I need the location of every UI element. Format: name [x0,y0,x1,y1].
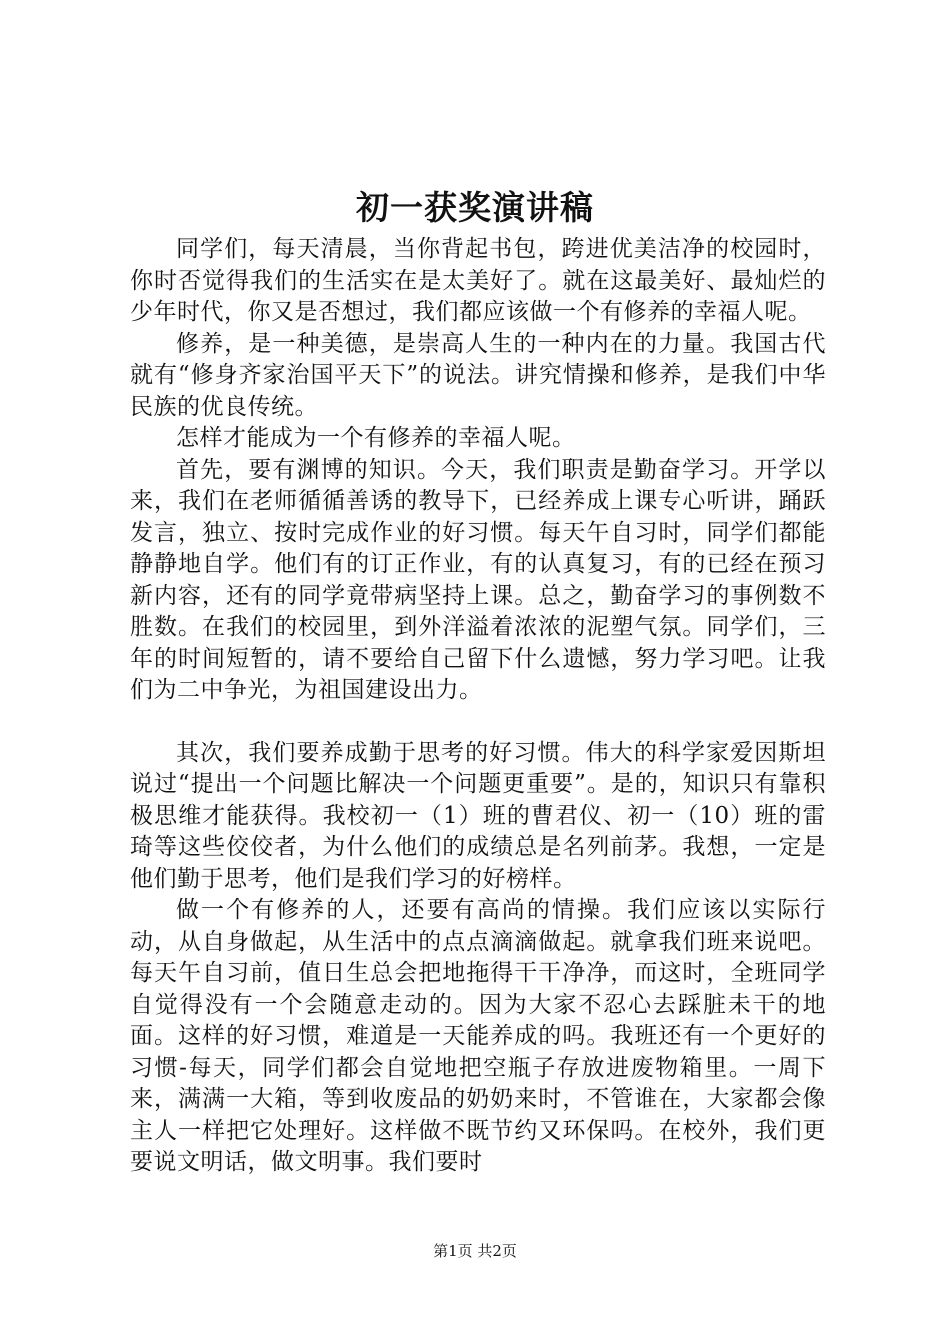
document-title: 初一获奖演讲稿 [356,188,594,227]
paragraph: 修养，是一种美德，是崇高人生的一种内在的力量。我国古代就有“修身齐家治国平天下”的说法。讲究情操和修养，是我们中华民族的优良传统。 [130,330,826,420]
paragraph: 同学们，每天清晨，当你背起书包，跨进优美洁净的校园时，你时否觉得我们的生活实在是太美好了。就在这最美好、最灿烂的少年时代，你又是否想过，我们都应该做一个有修养的幸福人呢。 [130,236,826,325]
paragraph: 怎样才能成为一个有修养的幸福人呢。 [176,425,576,451]
paragraph: 首先，要有渊博的知识。今天，我们职责是勤奋学习。开学以来，我们在老师循循善诱的教导下，已经养成上课专心听讲，踊跃发言，独立、按时完成作业的好习惯。每天午自习时，同学们都能静静地自学。他们有的订正作业，有的认真复习，有的已经在预习新内容，还有的同学竟带病坚持上课。总之，勤奋学习的事例数不胜数。在我们的校园里，到外洋溢着浓浓的泥塑气氛。同学们，三年的时间短暂的，请不要给自己留下什么遗憾，努力学习吧。让我们为二中争光，为祖国建设出力。 [130,456,826,703]
paragraph: 其次，我们要养成勤于思考的好习惯。伟大的科学家爱因斯坦说过“提出一个问题比解决一个问题更重要”。是的，知识只有靠积极思维才能获得。我校初一（1）班的曹君仪、初一（10）班的雷琦等这些佼佼者，为什么他们的成绩总是名列前茅。我想，一定是他们勤于思考，他们是我们学习的好榜样。 [130,739,826,892]
paragraph: 做一个有修养的人，还要有高尚的情操。我们应该以实际行动，从自身做起，从生活中的点点滴滴做起。就拿我们班来说吧。每天午自习前，值日生总会把地拖得干干净净，而这时，全班同学自觉得没有一个会随意走动的。因为大家不忍心去踩脏未干的地面。这样的好习惯，难道是一天能养成的吗。我班还有一个更好的习惯-每天，同学们都会自觉地把空瓶子存放进废物箱里。一周下来，满满一大箱，等到收废品的奶奶来时，不管谁在，大家都会像主人一样把它处理好。这样做不既节约又环保吗。在校外，我们更要说文明话，做文明事。我们要时 [130,897,826,1175]
page-footer: 第1页 共2页 [433,1242,517,1260]
document-body [130,234,826,1179]
